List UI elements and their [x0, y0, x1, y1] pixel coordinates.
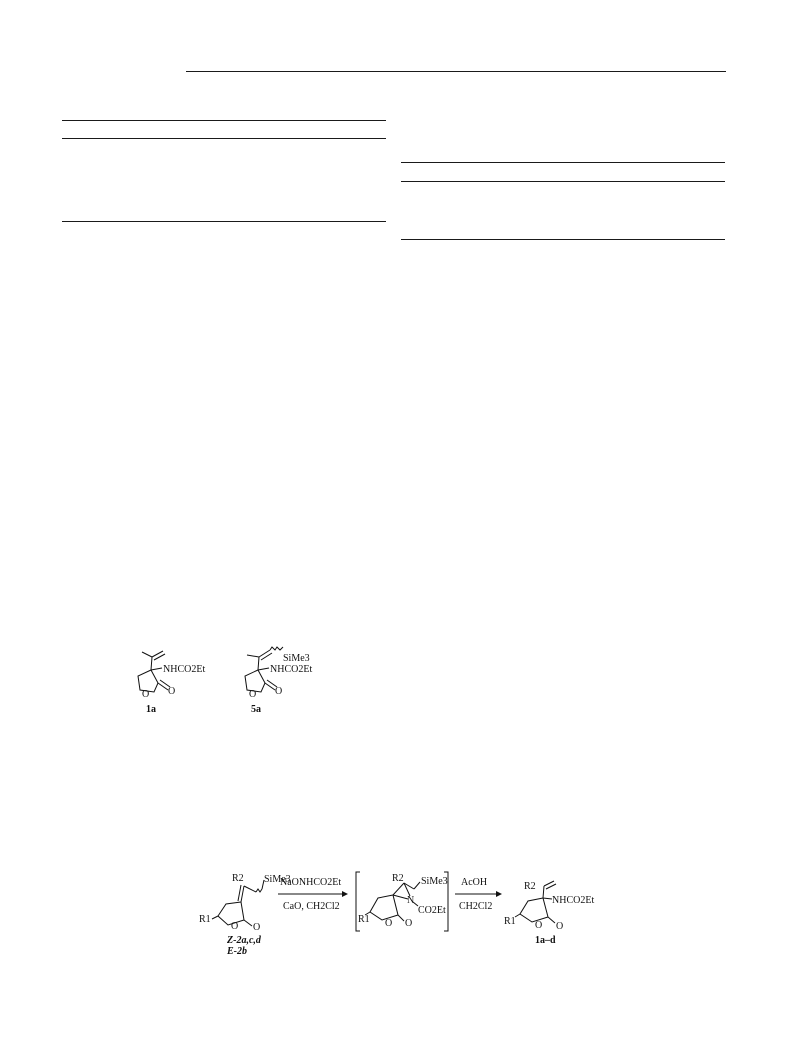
- ring-o-product: O: [535, 920, 543, 931]
- reaction-arrow-2: [455, 877, 502, 912]
- substituent-5a: NHCO2Et: [270, 664, 313, 675]
- carbonyl-o-intermediate: O: [405, 918, 413, 929]
- label-5a: 5a: [251, 704, 261, 715]
- aziridine-c-n: [393, 895, 408, 899]
- silyl-start: SiMe3: [264, 874, 291, 885]
- reaction-arrow-1: [278, 877, 348, 912]
- r2-intermediate: R2: [392, 873, 404, 884]
- r1-start: R1: [199, 914, 211, 925]
- reagent-bottom-2: CH2Cl2: [459, 901, 493, 912]
- arrow-head-2: [496, 891, 502, 897]
- aziridine-c-c: [393, 883, 404, 895]
- substituent-product: NHCO2Et: [552, 895, 595, 906]
- carbonyl-o-product: O: [556, 921, 564, 932]
- exo-alkene-2-start: [238, 885, 241, 901]
- r2-product: R2: [524, 881, 536, 892]
- ring-bond-c2-c3-start: [241, 902, 244, 920]
- carbonyl-intermediate: [398, 915, 404, 921]
- label-1a: 1a: [146, 704, 156, 715]
- carbonyl-start: [244, 920, 252, 926]
- reagent-top-2: AcOH: [461, 877, 488, 888]
- carbonyl-o-start: O: [253, 922, 261, 933]
- vinyl-bond-product: [543, 886, 544, 898]
- ring-bond-c2-c3-intermediate: [393, 895, 398, 915]
- label-e-start: E-2b: [227, 946, 247, 957]
- reagent-bottom-1: CaO, CH2Cl2: [283, 901, 340, 912]
- nitrogen-intermediate: N: [407, 895, 415, 906]
- ring-bond-c2-c3-product: [543, 898, 548, 917]
- wavy-bond-start: [256, 889, 262, 892]
- substituent-1a: NHCO2Et: [163, 664, 206, 675]
- n-bond-product: [543, 898, 552, 899]
- label-product: 1a–d: [535, 935, 556, 946]
- ring-o-1a: O: [142, 689, 150, 700]
- structure-start: [199, 873, 291, 957]
- r1-product: R1: [504, 916, 516, 927]
- r2-start: R2: [232, 873, 244, 884]
- r1-bond-start: [212, 916, 218, 919]
- ring-o-start: O: [231, 921, 239, 932]
- exo-alkene-start: [241, 886, 244, 902]
- silyl-5a: SiMe3: [283, 653, 310, 664]
- ring-o-intermediate: O: [385, 918, 393, 929]
- arrow-head-1: [342, 891, 348, 897]
- carbonyl-o-1a: O: [168, 686, 176, 697]
- r1-bond-product: [515, 914, 520, 917]
- n-substituent-intermediate: CO2Et: [418, 905, 446, 916]
- ch2-bond-start: [244, 886, 256, 892]
- si-bond-intermediate: [414, 882, 420, 889]
- r1-intermediate: R1: [358, 914, 370, 925]
- carbonyl-product: [548, 917, 555, 923]
- carbonyl-o-5a: O: [275, 686, 283, 697]
- reagent-top-1: NaONHCO2Et: [280, 877, 342, 888]
- ring-o-5a: O: [249, 689, 257, 700]
- structure-product: [504, 881, 594, 946]
- structure-intermediate: [356, 872, 448, 931]
- silyl-intermediate: SiMe3: [421, 876, 448, 887]
- label-z-start: Z-2a,c,d: [227, 935, 261, 946]
